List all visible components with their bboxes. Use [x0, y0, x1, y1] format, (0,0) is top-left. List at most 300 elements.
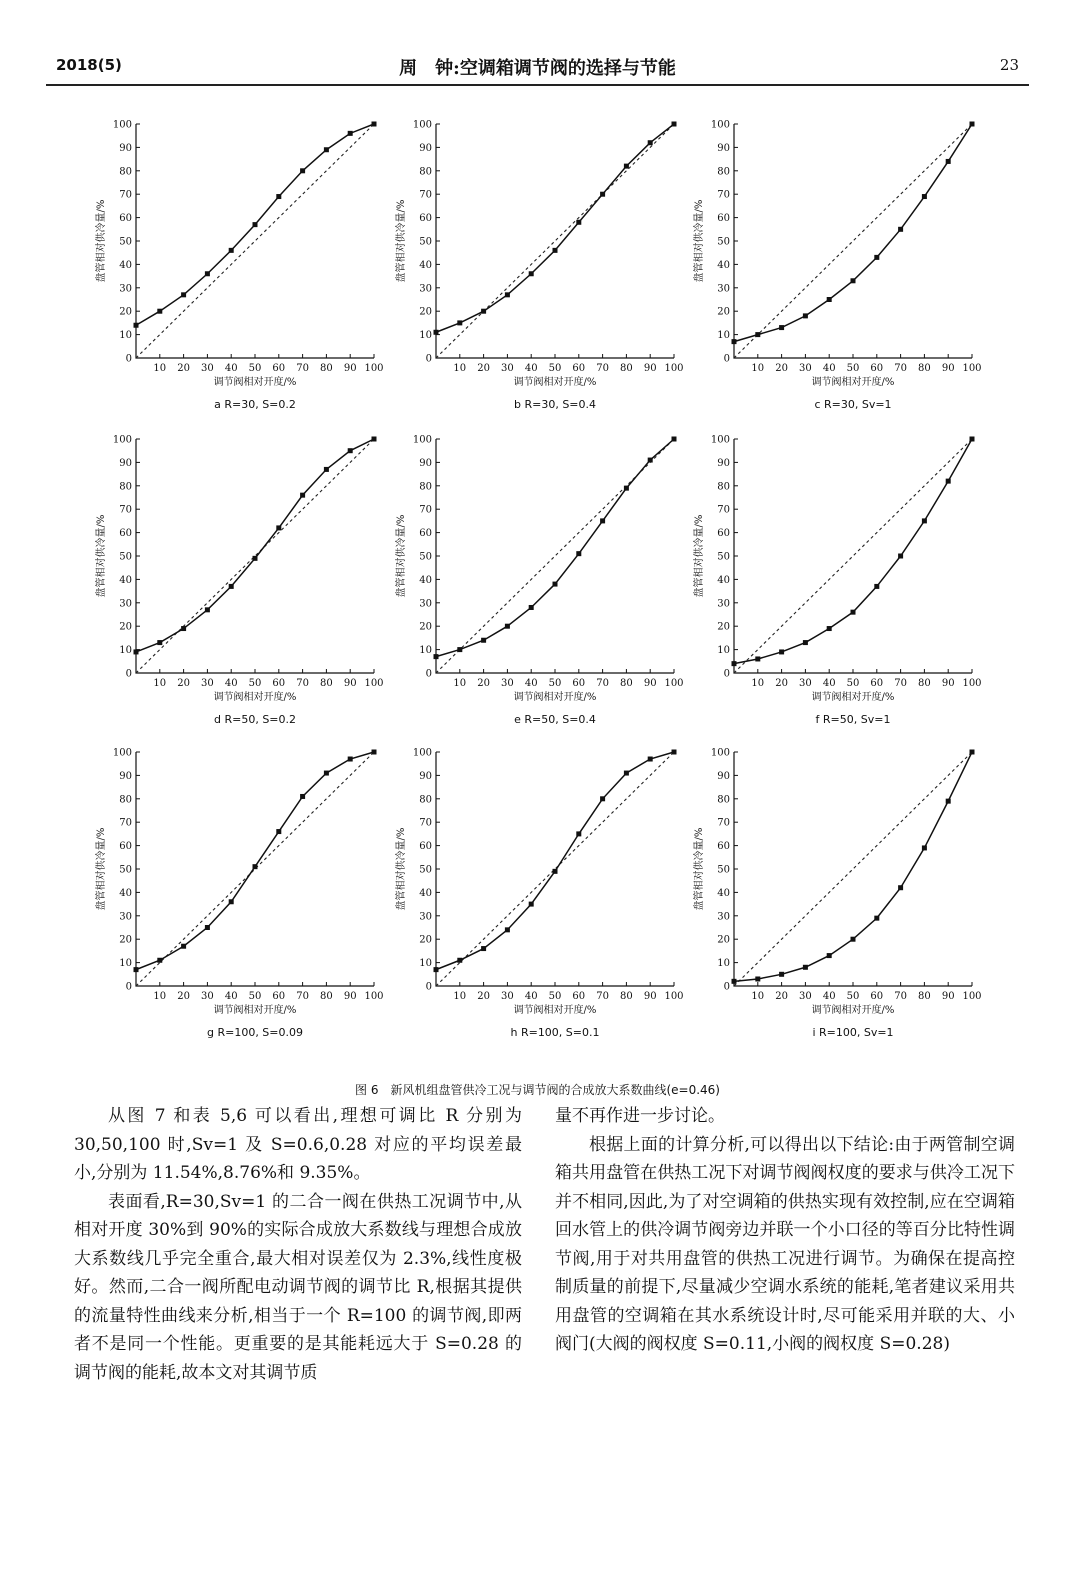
- y-tick-label: 90: [119, 142, 132, 154]
- x-tick-label: 70: [894, 991, 907, 1002]
- body-column-left: [74, 1102, 522, 1387]
- data-point: [229, 899, 234, 904]
- x-tick-label: 40: [224, 991, 238, 1002]
- data-point: [755, 332, 760, 337]
- y-tick-label: 10: [717, 958, 730, 970]
- x-tick-label: 80: [320, 678, 333, 689]
- x-tick-label: 70: [894, 678, 907, 689]
- actual-line: [136, 752, 374, 970]
- data-point: [732, 339, 737, 344]
- y-tick-label: 50: [419, 864, 432, 876]
- data-point: [348, 448, 353, 453]
- data-point: [300, 794, 305, 799]
- data-point: [648, 757, 653, 762]
- x-tick-label: 100: [962, 678, 982, 689]
- y-tick-label: 40: [119, 259, 132, 271]
- x-tick-label: 70: [596, 678, 609, 689]
- data-point: [253, 864, 258, 869]
- x-axis-label: 调节阀相对开度/%: [213, 1005, 297, 1016]
- x-tick-label: 100: [962, 363, 982, 374]
- data-point: [755, 976, 760, 981]
- y-tick-label: 0: [125, 668, 132, 680]
- x-tick-label: 40: [524, 363, 538, 374]
- y-tick-label: 0: [723, 981, 730, 993]
- data-point: [803, 313, 808, 318]
- x-tick-label: 40: [224, 678, 238, 689]
- page-header: [46, 50, 1029, 86]
- x-tick-label: 30: [799, 678, 812, 689]
- x-tick-label: 90: [643, 678, 657, 689]
- y-tick-label: 50: [119, 236, 132, 248]
- y-tick-label: 70: [119, 504, 132, 516]
- data-point: [205, 925, 210, 930]
- paragraph: 表面看,R=30,Sv=1 的二合一阀在供热工况调节中,从相对开度 30%到 90%的实际合成放大系数线与理想合成放大系数线几乎完全重合,最大相对误差仅为 2.3%,线性度极好。然而,二合一阀所配电动调节阀的调节比 R,根据其提供的流量特性曲线来分析,相当于一个 R=100 的调节阀,即两者不是同一个性能。更重要的是其能耗远大于 S=0.28 的调节阀的能耗,故本文对其调节质: [74, 1191, 522, 1383]
- subplot-svg: [392, 110, 692, 420]
- y-tick-label: 80: [717, 794, 730, 806]
- y-tick-label: 0: [425, 353, 432, 365]
- subplot-caption: i R=100, Sv=1: [812, 1026, 894, 1039]
- x-tick-label: 50: [248, 991, 262, 1002]
- x-tick-label: 90: [343, 678, 357, 689]
- data-point: [898, 227, 903, 232]
- y-tick-label: 40: [717, 259, 730, 271]
- y-tick-label: 80: [119, 166, 132, 178]
- actual-line: [136, 439, 374, 652]
- data-point: [324, 771, 329, 776]
- actual-line: [734, 439, 972, 664]
- x-tick-label: 90: [643, 991, 657, 1002]
- subplot-i: [690, 738, 990, 1048]
- data-point: [457, 958, 462, 963]
- x-axis-label: 调节阀相对开度/%: [811, 377, 895, 388]
- y-tick-label: 100: [412, 119, 432, 131]
- subplot-svg: [392, 738, 692, 1048]
- y-tick-label: 70: [119, 189, 132, 201]
- data-point: [505, 292, 510, 297]
- data-point: [529, 271, 534, 276]
- data-point: [372, 122, 377, 127]
- x-tick-label: 70: [296, 991, 309, 1002]
- x-axis-label: 调节阀相对开度/%: [213, 377, 297, 388]
- x-tick-label: 50: [846, 991, 860, 1002]
- actual-line: [436, 124, 674, 332]
- y-tick-label: 20: [717, 621, 730, 633]
- data-point: [276, 194, 281, 199]
- x-tick-label: 20: [177, 991, 190, 1002]
- page-number: 23: [999, 56, 1019, 74]
- y-tick-label: 20: [119, 306, 132, 318]
- y-tick-label: 50: [717, 551, 730, 563]
- subplot-svg: [392, 425, 692, 735]
- x-tick-label: 80: [918, 363, 931, 374]
- data-point: [300, 168, 305, 173]
- x-tick-label: 30: [501, 678, 514, 689]
- data-point: [157, 640, 162, 645]
- x-axis-label: 调节阀相对开度/%: [513, 377, 597, 388]
- y-tick-label: 40: [717, 574, 730, 586]
- y-tick-label: 10: [419, 958, 432, 970]
- x-tick-label: 40: [822, 363, 836, 374]
- y-tick-label: 70: [717, 817, 730, 829]
- y-tick-label: 60: [419, 841, 432, 853]
- y-tick-label: 90: [119, 770, 132, 782]
- data-point: [457, 647, 462, 652]
- data-point: [779, 972, 784, 977]
- y-tick-label: 80: [419, 481, 432, 493]
- data-point: [624, 771, 629, 776]
- data-point: [229, 584, 234, 589]
- x-tick-label: 10: [453, 363, 467, 374]
- x-tick-label: 50: [846, 678, 860, 689]
- actual-line: [436, 439, 674, 657]
- data-point: [672, 122, 677, 127]
- y-tick-label: 100: [112, 434, 132, 446]
- x-tick-label: 60: [572, 991, 586, 1002]
- y-tick-label: 40: [419, 259, 432, 271]
- y-tick-label: 100: [112, 119, 132, 131]
- subplot-a: [92, 110, 392, 420]
- x-axis-label: 调节阀相对开度/%: [811, 1005, 895, 1016]
- data-point: [457, 320, 462, 325]
- y-tick-label: 30: [717, 598, 730, 610]
- data-point: [851, 610, 856, 615]
- data-point: [481, 638, 486, 643]
- y-tick-label: 20: [419, 934, 432, 946]
- data-point: [732, 661, 737, 666]
- x-tick-label: 50: [248, 363, 262, 374]
- x-tick-label: 100: [364, 991, 384, 1002]
- data-point: [898, 554, 903, 559]
- subplot-svg: [690, 425, 990, 735]
- x-tick-label: 90: [343, 363, 357, 374]
- x-tick-label: 60: [870, 363, 884, 374]
- y-tick-label: 30: [119, 911, 132, 923]
- x-tick-label: 40: [524, 991, 538, 1002]
- y-tick-label: 70: [717, 189, 730, 201]
- data-point: [803, 965, 808, 970]
- y-tick-label: 20: [119, 934, 132, 946]
- data-point: [181, 944, 186, 949]
- y-tick-label: 70: [419, 504, 432, 516]
- data-point: [922, 194, 927, 199]
- y-tick-label: 40: [419, 887, 432, 899]
- data-point: [648, 140, 653, 145]
- figure-caption: 图 6 新风机组盘管供冷工况与调节阀的合成放大系数曲线(e=0.46): [355, 1083, 720, 1097]
- y-tick-label: 10: [119, 330, 132, 342]
- data-point: [827, 626, 832, 631]
- y-tick-label: 0: [723, 668, 730, 680]
- x-tick-label: 90: [941, 363, 955, 374]
- subplot-caption: c R=30, Sv=1: [814, 398, 892, 411]
- y-tick-label: 80: [119, 481, 132, 493]
- running-title: 周 钟:空调箱调节阀的选择与节能: [399, 58, 676, 79]
- x-tick-label: 90: [643, 363, 657, 374]
- data-point: [803, 640, 808, 645]
- x-tick-label: 60: [572, 363, 586, 374]
- x-tick-label: 80: [620, 363, 633, 374]
- data-point: [755, 656, 760, 661]
- subplot-caption: a R=30, S=0.2: [214, 398, 296, 411]
- ideal-line: [734, 752, 972, 986]
- y-tick-label: 10: [419, 330, 432, 342]
- data-point: [348, 131, 353, 136]
- data-point: [324, 147, 329, 152]
- data-point: [529, 605, 534, 610]
- data-point: [922, 518, 927, 523]
- y-tick-label: 0: [125, 353, 132, 365]
- ideal-line: [136, 124, 374, 358]
- x-axis-label: 调节阀相对开度/%: [811, 692, 895, 703]
- data-point: [851, 937, 856, 942]
- y-tick-label: 90: [717, 770, 730, 782]
- x-tick-label: 20: [775, 363, 788, 374]
- data-point: [324, 467, 329, 472]
- y-tick-label: 90: [419, 770, 432, 782]
- x-tick-label: 60: [272, 678, 286, 689]
- data-point: [827, 297, 832, 302]
- y-tick-label: 40: [419, 574, 432, 586]
- x-tick-label: 80: [918, 991, 931, 1002]
- data-point: [134, 967, 139, 972]
- x-tick-label: 10: [153, 678, 167, 689]
- ideal-line: [436, 124, 674, 358]
- x-tick-label: 20: [477, 363, 490, 374]
- x-tick-label: 70: [894, 363, 907, 374]
- data-point: [253, 556, 258, 561]
- y-tick-label: 70: [419, 189, 432, 201]
- x-tick-label: 70: [596, 991, 609, 1002]
- x-tick-label: 50: [248, 678, 262, 689]
- data-point: [481, 309, 486, 314]
- data-point: [672, 750, 677, 755]
- body-column-right: [555, 1102, 1015, 1359]
- y-tick-label: 100: [112, 747, 132, 759]
- data-point: [181, 626, 186, 631]
- data-point: [946, 159, 951, 164]
- y-tick-label: 40: [119, 574, 132, 586]
- x-tick-label: 60: [572, 678, 586, 689]
- x-tick-label: 80: [320, 991, 333, 1002]
- y-axis-label: 盘管相对供冷量/%: [96, 199, 107, 283]
- y-tick-label: 80: [717, 166, 730, 178]
- y-axis-label: 盘管相对供冷量/%: [396, 827, 407, 911]
- y-tick-label: 30: [119, 598, 132, 610]
- data-point: [648, 458, 653, 463]
- data-point: [553, 582, 558, 587]
- data-point: [874, 255, 879, 260]
- y-tick-label: 60: [119, 528, 132, 540]
- journal-issue: 2018(5): [56, 56, 122, 74]
- x-tick-label: 10: [153, 363, 167, 374]
- y-tick-label: 80: [419, 794, 432, 806]
- y-axis-label: 盘管相对供冷量/%: [694, 514, 705, 598]
- data-point: [157, 309, 162, 314]
- y-tick-label: 40: [119, 887, 132, 899]
- y-tick-label: 90: [717, 457, 730, 469]
- actual-line: [734, 124, 972, 342]
- x-axis-label: 调节阀相对开度/%: [213, 692, 297, 703]
- y-tick-label: 20: [119, 621, 132, 633]
- y-tick-label: 0: [723, 353, 730, 365]
- x-tick-label: 80: [320, 363, 333, 374]
- y-tick-label: 60: [419, 528, 432, 540]
- y-tick-label: 30: [717, 911, 730, 923]
- x-tick-label: 30: [799, 363, 812, 374]
- data-point: [576, 831, 581, 836]
- y-tick-label: 60: [419, 213, 432, 225]
- y-tick-label: 20: [717, 934, 730, 946]
- x-tick-label: 80: [918, 678, 931, 689]
- data-point: [970, 122, 975, 127]
- x-tick-label: 10: [751, 991, 765, 1002]
- y-tick-label: 80: [419, 166, 432, 178]
- ideal-line: [734, 124, 972, 358]
- data-point: [946, 479, 951, 484]
- y-tick-label: 60: [717, 841, 730, 853]
- y-tick-label: 30: [119, 283, 132, 295]
- y-tick-label: 30: [419, 911, 432, 923]
- x-tick-label: 40: [822, 678, 836, 689]
- data-point: [181, 292, 186, 297]
- y-tick-label: 50: [419, 551, 432, 563]
- y-tick-label: 30: [419, 283, 432, 295]
- actual-line: [436, 752, 674, 970]
- subplot-c: [690, 110, 990, 420]
- x-tick-label: 100: [962, 991, 982, 1002]
- subplot-e: [392, 425, 692, 735]
- data-point: [624, 164, 629, 169]
- y-tick-label: 60: [119, 841, 132, 853]
- y-tick-label: 50: [119, 864, 132, 876]
- data-point: [576, 220, 581, 225]
- x-tick-label: 100: [364, 678, 384, 689]
- y-axis-label: 盘管相对供冷量/%: [96, 827, 107, 911]
- x-tick-label: 90: [941, 678, 955, 689]
- y-tick-label: 80: [717, 481, 730, 493]
- y-tick-label: 0: [125, 981, 132, 993]
- y-tick-label: 60: [717, 528, 730, 540]
- data-point: [779, 649, 784, 654]
- y-tick-label: 90: [419, 142, 432, 154]
- data-point: [434, 967, 439, 972]
- data-point: [505, 624, 510, 629]
- data-point: [229, 248, 234, 253]
- x-tick-label: 10: [453, 678, 467, 689]
- data-point: [898, 885, 903, 890]
- data-point: [970, 750, 975, 755]
- y-tick-label: 50: [419, 236, 432, 248]
- x-tick-label: 40: [524, 678, 538, 689]
- y-tick-label: 20: [419, 621, 432, 633]
- x-tick-label: 20: [477, 678, 490, 689]
- data-point: [732, 979, 737, 984]
- y-tick-label: 70: [119, 817, 132, 829]
- data-point: [600, 192, 605, 197]
- x-tick-label: 10: [751, 363, 765, 374]
- data-point: [529, 902, 534, 907]
- y-tick-label: 100: [710, 434, 730, 446]
- subplot-b: [392, 110, 692, 420]
- x-tick-label: 20: [477, 991, 490, 1002]
- data-point: [134, 323, 139, 328]
- y-tick-label: 80: [119, 794, 132, 806]
- y-tick-label: 100: [710, 119, 730, 131]
- data-point: [157, 958, 162, 963]
- x-tick-label: 10: [751, 678, 765, 689]
- x-tick-label: 30: [201, 991, 214, 1002]
- x-tick-label: 20: [775, 678, 788, 689]
- x-tick-label: 50: [548, 363, 562, 374]
- x-tick-label: 30: [201, 678, 214, 689]
- data-point: [205, 607, 210, 612]
- data-point: [553, 248, 558, 253]
- y-axis-label: 盘管相对供冷量/%: [694, 199, 705, 283]
- y-tick-label: 60: [717, 213, 730, 225]
- data-point: [779, 325, 784, 330]
- x-tick-label: 50: [548, 678, 562, 689]
- data-point: [600, 518, 605, 523]
- x-tick-label: 70: [296, 678, 309, 689]
- y-tick-label: 0: [425, 668, 432, 680]
- x-axis-label: 调节阀相对开度/%: [513, 692, 597, 703]
- y-tick-label: 30: [419, 598, 432, 610]
- paragraph: 根据上面的计算分析,可以得出以下结论:由于两管制空调箱共用盘管在供热工况下对调节阀阀权度的要求与供冷工况下并不相同,因此,为了对空调箱的供热实现有效控制,应在空调箱回水管上的供冷调节阀旁边并联一个小口径的等百分比特性调节阀,用于对共用盘管的供热工况进行调节。为确保在提高控制质量的前提下,尽量减少空调水系统的能耗,笔者建议采用共用盘管的空调箱在其水系统设计时,尽可能采用并联的大、小阀门(大阀的阀权度 S=0.11,小阀的阀权度 S=0.28): [555, 1134, 1015, 1354]
- paragraph: 量不再作进一步讨论。: [555, 1106, 725, 1126]
- x-tick-label: 60: [870, 991, 884, 1002]
- data-point: [276, 525, 281, 530]
- data-point: [372, 437, 377, 442]
- y-tick-label: 50: [119, 551, 132, 563]
- ideal-line: [734, 439, 972, 673]
- x-tick-label: 90: [941, 991, 955, 1002]
- data-point: [434, 330, 439, 335]
- x-tick-label: 50: [846, 363, 860, 374]
- data-point: [874, 584, 879, 589]
- x-tick-label: 70: [296, 363, 309, 374]
- y-tick-label: 70: [717, 504, 730, 516]
- y-tick-label: 100: [412, 434, 432, 446]
- subplot-d: [92, 425, 392, 735]
- x-tick-label: 60: [272, 991, 286, 1002]
- y-tick-label: 60: [119, 213, 132, 225]
- x-tick-label: 40: [224, 363, 238, 374]
- x-tick-label: 100: [664, 991, 684, 1002]
- data-point: [672, 437, 677, 442]
- y-tick-label: 50: [717, 864, 730, 876]
- data-point: [300, 493, 305, 498]
- paragraph: 从图 7 和表 5,6 可以看出,理想可调比 R 分别为 30,50,100 时,Sv=1 及 S=0.6,0.28 对应的平均误差最小,分别为 11.54%,8.76%和 9.35%。: [74, 1106, 522, 1183]
- y-axis-label: 盘管相对供冷量/%: [396, 199, 407, 283]
- subplot-f: [690, 425, 990, 735]
- y-tick-label: 10: [717, 645, 730, 657]
- x-tick-label: 10: [453, 991, 467, 1002]
- y-tick-label: 20: [717, 306, 730, 318]
- data-point: [372, 750, 377, 755]
- x-tick-label: 40: [822, 991, 836, 1002]
- y-tick-label: 10: [419, 645, 432, 657]
- data-point: [348, 757, 353, 762]
- data-point: [505, 927, 510, 932]
- data-point: [276, 829, 281, 834]
- subplot-h: [392, 738, 692, 1048]
- x-tick-label: 20: [177, 678, 190, 689]
- data-point: [970, 437, 975, 442]
- x-tick-label: 60: [870, 678, 884, 689]
- x-tick-label: 100: [664, 363, 684, 374]
- data-point: [481, 946, 486, 951]
- x-tick-label: 60: [272, 363, 286, 374]
- x-tick-label: 30: [201, 363, 214, 374]
